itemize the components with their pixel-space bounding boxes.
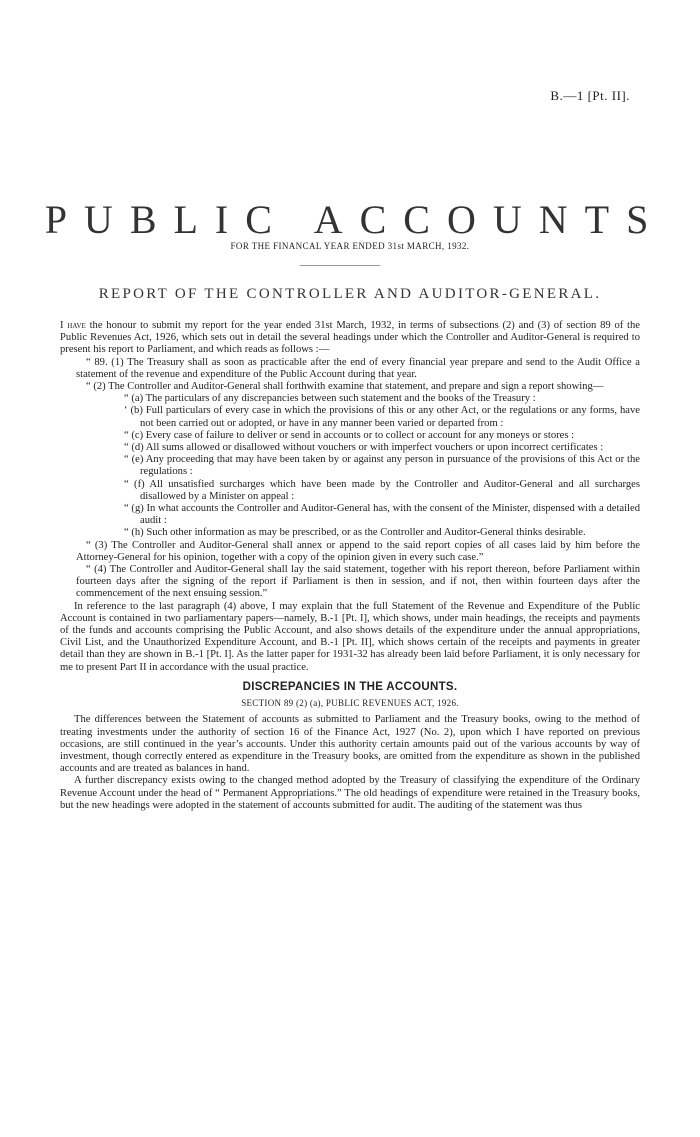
quote-subsection-1: “ 89. (1) The Treasury shall as soon as practicable after the end of every financial year prepare and send to the Audit Office a statement of the revenue and expenditure of the Public Account during that year. bbox=[76, 356, 640, 380]
intro-text: the honour to submit my report for the year ended 31st March, 1932, in terms of subsections (2) and (3) of section 89 of the Public Revenues Act, 1926, which sets out in detail the several headings under which the Controller and Auditor-General is required to present his report to Parliament, and which reads as follows :— bbox=[60, 320, 640, 356]
reference-paragraph: In reference to the last paragraph (4) above, I may explain that the full Statement of the Revenue and Expenditure of the Public Account is contained in two parliamentary papers—namely, B.-1 [Pt. I], which shows, under main headings, the receipts and payments of the funds and accounts comprising the Public Account, and also shows details of the expenditure under the annual appropriations, Civil List, and the Unauthorized Expenditure Account, and B.-1 [Pt. II], which shows certain of the receipts and payments in greater detail than they are shown in B.-1 [Pt. I]. As the latter paper for 1931-32 has already been laid before Parliament, it is only necessary for me to present Part II in accordance with the usual practice. bbox=[60, 600, 640, 673]
intro-paragraph bbox=[60, 320, 640, 357]
quote-item-a: “ (a) The particulars of any discrepancies between such statement and the books of the Treasury : bbox=[124, 393, 536, 405]
quote-item-f: “ (f) All unsatisfied surcharges which have been made by the Controller and Auditor-General and all surcharges disallowed by a Minister on appeal : bbox=[124, 478, 640, 502]
report-heading: REPORT OF THE CONTROLLER AND AUDITOR-GENERAL. bbox=[98, 286, 602, 302]
intro-lead: I have bbox=[60, 320, 86, 331]
differences-paragraph: The differences between the Statement of accounts as submitted to Parliament and the Treasury books, owing to the method of treating investments under the authority of section 16 of the Finance Act, 1927 (No. 2), upon which I have reported on previous occasions, are still continued in the year’s accounts. Under this authority certain amounts paid out of the various accounts by way of investment, though correctly entered as expenditure in the Treasury books, are omitted from the expenditure as shown in the published accounts and are treated as balances in hand. bbox=[60, 714, 640, 775]
document-title: PUBLIC ACCOUNTS bbox=[44, 197, 666, 242]
quote-item-h: “ (h) Such other information as may be prescribed, or as the Controller and Auditor-General thinks desirable. bbox=[124, 527, 586, 539]
page-reference: B.—1 [Pt. II]. bbox=[550, 88, 630, 103]
title-divider bbox=[300, 265, 380, 266]
section-subheading: SECTION 89 (2) (a), PUBLIC REVENUES ACT, 1926. bbox=[241, 698, 459, 709]
document-subtitle: FOR THE FINANCAL YEAR ENDED 31st MARCH, 1932. bbox=[230, 241, 470, 251]
quote-subsection-3: “ (3) The Controller and Auditor-General shall annex or append to the said report copies of all cases laid by him before the Attorney-General for his opinion, together with a copy of the opinion given in every such case.” bbox=[76, 539, 640, 563]
quote-item-e: “ (e) Any proceeding that may have been taken by or against any person in pursuance of the provisions of this Act or the regulations : bbox=[124, 454, 640, 478]
quote-item-g: “ (g) In what accounts the Controller and Auditor-General has, with the consent of the Minister, dispensed with a detailed audit : bbox=[124, 503, 640, 527]
section-heading: DISCREPANCIES IN THE ACCOUNTS. bbox=[242, 680, 458, 693]
quote-item-b: ‘ (b) Full particulars of every case in which the provisions of this or any other Act, or the regulations or any forms, have not been carried out or adopted, or have in any manner been varied or departed from : bbox=[124, 405, 640, 429]
report-body bbox=[60, 320, 640, 812]
further-discrepancy-paragraph: A further discrepancy exists owing to the changed method adopted by the Treasury of classifying the expenditure of the Ordinary Revenue Account under the head of “ Permanent Appropriations.” The old headings of expenditure were retained in the Treasury books, but the new headings were adopted in the statement of accounts submitted for audit. The auditing of the statement was thus bbox=[60, 775, 640, 811]
quote-item-c: “ (c) Every case of failure to deliver or send in accounts or to collect or account for any moneys or stores : bbox=[124, 429, 575, 441]
quote-item-d: “ (d) All sums allowed or disallowed without vouchers or with imperfect vouchers or upon incorrect certificates : bbox=[124, 442, 604, 454]
quote-subsection-2: “ (2) The Controller and Auditor-General shall forthwith examine that statement, and prepare and sign a report showing— bbox=[86, 381, 604, 393]
quote-subsection-4: “ (4) The Controller and Auditor-General shall lay the said statement, together with his report thereon, before Parliament within fourteen days after the signing of the report if Parliament is then in session, and if not, then within fourteen days after the commencement of the next ensuing session.” bbox=[76, 564, 640, 600]
